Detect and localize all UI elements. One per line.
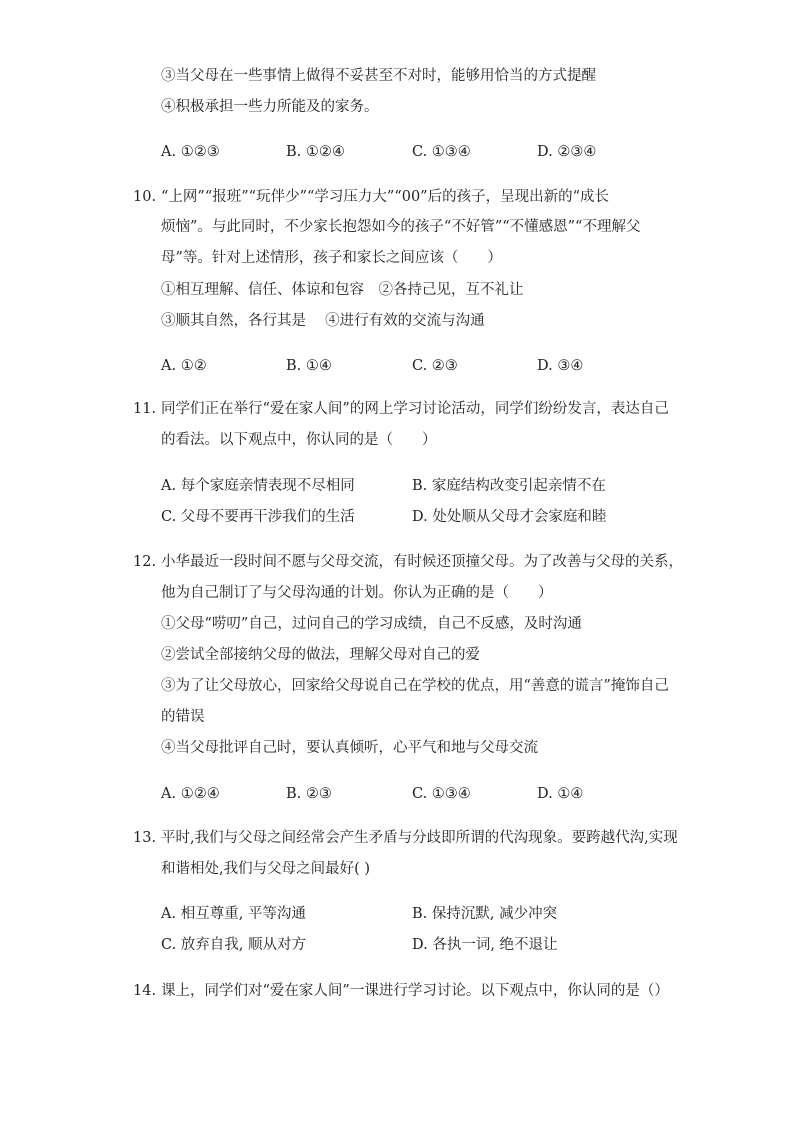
q12-line-4: ②尝试全部接纳父母的做法，理解父母对自己的爱 [161,647,480,663]
q12-line-7: ④当父母批评自己时，要认真倾听，心平气和地与父母交流 [161,740,538,756]
q12-line-5: ③为了让父母放心，回家给父母说自己在学校的优点，用“善意的谎言”掩饰自己 [161,678,669,694]
q14-line-1: 课上，同学们对“爱在家人间”一课进行学习讨论。以下观点中，你认同的是（） [161,983,669,999]
q12-line-6: 的错误 [161,709,205,725]
q12-line-2: 他为自己制订了与父母沟通的计划。你认为正确的是（ ） [161,585,553,601]
q10-line-4: ①相互理解、信任、体谅和包容 ②各持己见，互不礼让 [161,282,524,298]
q13-option-d[interactable]: D. 各执一词, 绝不退让 [412,937,558,953]
q11-option-c[interactable]: C. 父母不要再干涉我们的生活 [161,509,355,525]
q12-number: 12. [133,554,157,570]
q14-number: 14. [133,983,157,999]
q11-option-d[interactable]: D. 处处顺从父母才会家庭和睦 [412,509,607,525]
q12-option-a[interactable]: A. ①②④ [161,786,220,802]
q12-line-1: 小华最近一段时间不愿与父母交流，有时候还顶撞父母。为了改善与父母的关系， [161,554,683,570]
q9-option-c[interactable]: C. ①③④ [412,144,471,160]
q11-line-1: 同学们正在举行“爱在家人间”的网上学习讨论活动，同学们纷纷发言，表达自己 [161,401,669,417]
q12-line-3: ①父母“唠叨”自己，过问自己的学习成绩，自己不反感，及时沟通 [161,616,582,632]
q9-option-d[interactable]: D. ②③④ [537,144,597,160]
q11-line-2: 的看法。以下观点中，你认同的是（ ） [161,432,437,448]
q13-option-c[interactable]: C. 放弃自我, 顺从对方 [161,937,307,953]
q9-line-2: ④积极承担一些力所能及的家务。 [161,99,379,115]
q13-line-1: 平时,我们与父母之间经常会产生矛盾与分歧即所谓的代沟现象。要跨越代沟,实现 [161,830,678,846]
q13-option-b[interactable]: B. 保持沉默, 减少冲突 [412,906,558,922]
q11-number: 11. [133,401,157,417]
q12-option-c[interactable]: C. ①③④ [412,786,471,802]
q10-number: 10. [133,189,157,205]
q10-line-3: 母”等。针对上述情形，孩子和家长之间应该（ ） [161,250,502,266]
q10-line-2: 烦恼”。与此同时，不少家长抱怨如今的孩子“不好管”“不懂感恩”“不理解父 [161,219,641,235]
q10-option-d[interactable]: D. ③④ [537,358,584,374]
q13-number: 13. [133,830,157,846]
q13-option-a[interactable]: A. 相互尊重, 平等沟通 [161,906,306,922]
q10-option-c[interactable]: C. ②③ [412,358,458,374]
q9-option-a[interactable]: A. ①②③ [161,144,220,160]
q9-option-b[interactable]: B. ①②④ [286,144,345,160]
q10-option-b[interactable]: B. ①④ [286,358,332,374]
q13-line-2: 和谐相处,我们与父母之间最好( ) [161,861,371,877]
q9-line-1: ③当父母在一些事情上做得不妥甚至不对时，能够用恰当的方式提醒 [161,68,596,84]
q12-option-d[interactable]: D. ①④ [537,786,584,802]
q12-option-b[interactable]: B. ②③ [286,786,332,802]
q11-option-b[interactable]: B. 家庭结构改变引起亲情不在 [412,478,606,494]
q11-option-a[interactable]: A. 每个家庭亲情表现不尽相同 [161,478,355,494]
q10-option-a[interactable]: A. ①② [161,358,207,374]
q10-line-5: ③顺其自然，各行其是 ④进行有效的交流与沟通 [161,313,485,329]
q10-line-1: “上网”“报班”“玩伴少”“学习压力大”“00”后的孩子，呈现出新的“成长 [161,189,609,205]
